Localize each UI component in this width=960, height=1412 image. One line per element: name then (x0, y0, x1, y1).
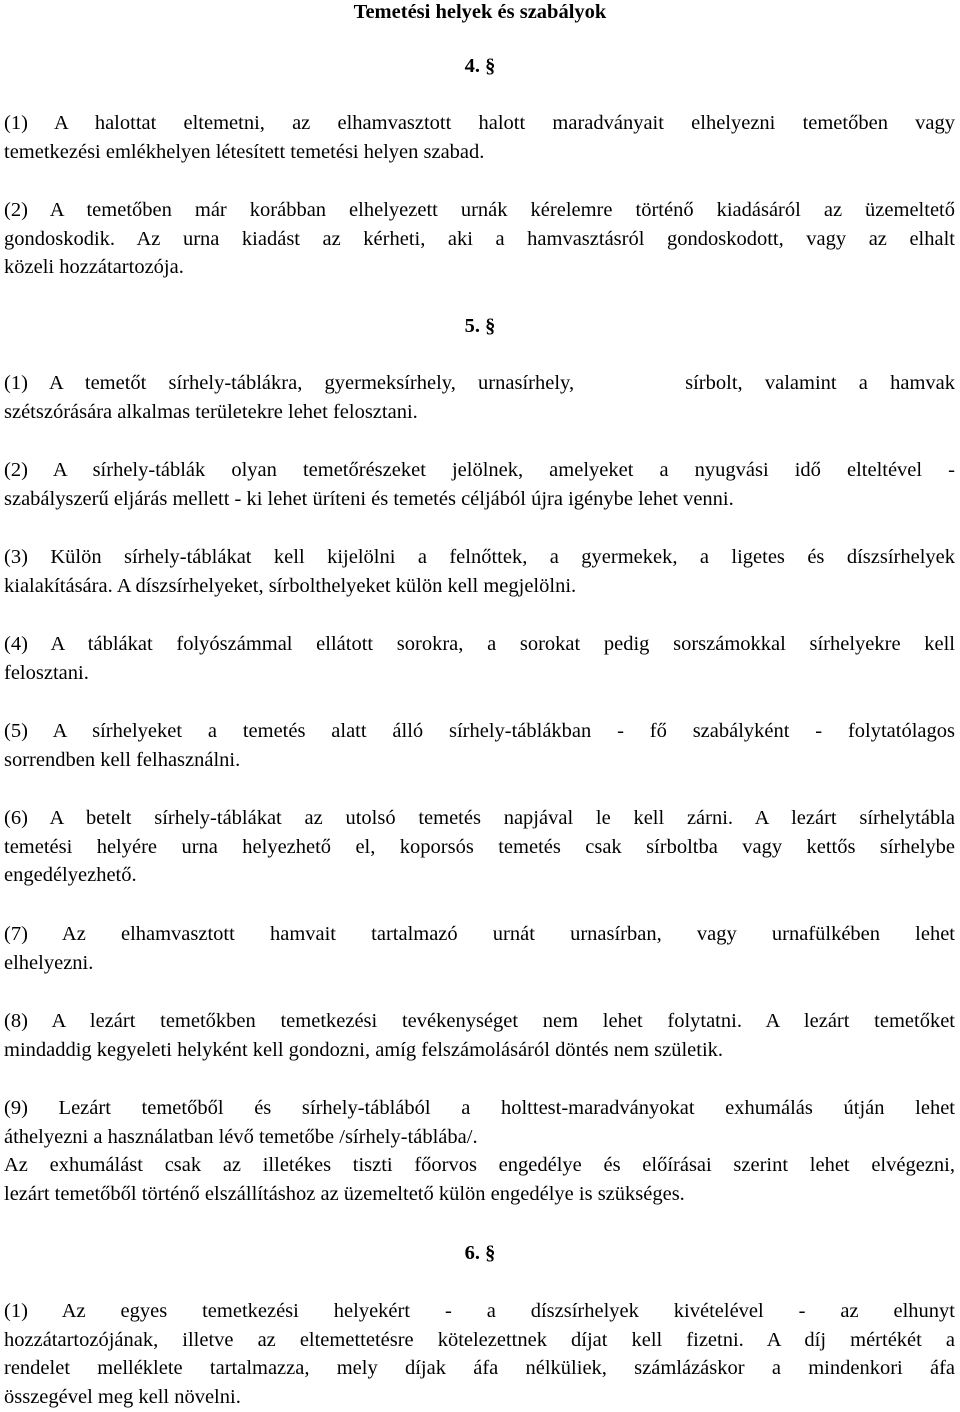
paragraph-line: elhelyezni. (4, 951, 94, 974)
paragraph-line: (2) A sírhely-táblák olyan temetőrészeket jelölnek, amelyeket a nyugvási idő elteltével - (4, 459, 955, 481)
paragraph-line: mindaddig kegyeleti helyként kell gondozni, amíg felszámolásáról döntés nem születik. (4, 1038, 724, 1061)
paragraph-5-5 (4, 717, 955, 774)
paragraph-line: (1) Az egyes temetkezési helyekért - a díszsírhelyek kivételével - az elhunyt (4, 1300, 955, 1322)
paragraph-line: sorrendben kell felhasználni. (4, 748, 241, 771)
paragraph-line: szabályszerű eljárás mellett - ki lehet üríteni és temetés céljából újra igénybe lehet venni. (4, 487, 734, 510)
section-heading-5: 5. § (464, 315, 496, 337)
paragraph-line: gondoskodik. Az urna kiadást az kérheti, aki a hamvasztásról gondoskodott, vagy az elhalt (4, 227, 955, 250)
paragraph-line: (1) A temetőt sírhely-táblákra, gyermeksírhely, urnasírhely, sírbolt, valamint a hamvak (4, 372, 955, 394)
paragraph-line: lezárt temetőből történő elszállításhoz az üzemeltető külön engedélye is szükséges. (4, 1183, 685, 1206)
section-heading-6: 6. § (464, 1242, 496, 1264)
paragraph-4-2 (4, 196, 955, 282)
paragraph-line: engedélyezhető. (4, 864, 137, 887)
paragraph-line: (8) A lezárt temetőkben temetkezési tevékenységet nem lehet folytatni. A lezárt temetőket (4, 1010, 955, 1032)
paragraph-line: (9) Lezárt temetőből és sírhely-táblából a holttest-maradványokat exhumálás útján lehet (4, 1097, 955, 1119)
paragraph-line: temetkezési emlékhelyen létesített temetési helyen szabad. (4, 140, 485, 163)
paragraph-5-9 (4, 1094, 955, 1209)
paragraph-line: szétszórására alkalmas területekre lehet felosztani. (4, 400, 418, 423)
paragraph-line: (3) Külön sírhely-táblákat kell kijelölni a felnőttek, a gyermekek, a ligetes és díszsírhelyek (4, 546, 955, 568)
paragraph-line: felosztani. (4, 661, 89, 684)
paragraph-line: (6) A betelt sírhely-táblákat az utolsó temetés napjával le kell zárni. A lezárt sírhelytábla (4, 807, 955, 829)
paragraph-4-1 (4, 109, 955, 166)
paragraph-line: hozzátartozójának, illetve az eltemettetésre kötelezettnek díjat kell fizetni. A díj mértékét a (4, 1328, 955, 1351)
paragraph-line: (7) Az elhamvasztott hamvait tartalmazó urnát urnasírban, vagy urnafülkében lehet (4, 923, 955, 945)
paragraph-5-7 (4, 920, 955, 977)
paragraph-5-3 (4, 543, 955, 600)
paragraph-line: kialakítására. A díszsírhelyeket, sírbolthelyeket külön kell megjelölni. (4, 574, 577, 597)
paragraph-line: (1) A halottat eltemetni, az elhamvasztott halott maradványait elhelyezni temetőben vagy (4, 112, 955, 134)
section-heading-4: 4. § (464, 55, 496, 77)
paragraph-5-8 (4, 1007, 955, 1064)
paragraph-5-1 (4, 369, 955, 426)
paragraph-6-1 (4, 1297, 955, 1412)
paragraph-line: rendelet melléklete tartalmazza, mely díjak áfa nélküliek, számlázáskor a mindenkori áfa (4, 1357, 955, 1380)
paragraph-5-2 (4, 456, 955, 513)
paragraph-line: összegével meg kell növelni. (4, 1386, 241, 1409)
paragraph-line: Az exhumálást csak az illetékes tiszti főorvos engedélye és előírásai szerint lehet elvégezni, (4, 1154, 955, 1177)
paragraph-line: áthelyezni a használatban lévő temetőbe /sírhely-táblába/. (4, 1125, 478, 1148)
paragraph-5-4 (4, 630, 955, 687)
paragraph-5-6 (4, 804, 955, 890)
document-title: Temetési helyek és szabályok (353, 1, 607, 23)
paragraph-line: (4) A táblákat folyószámmal ellátott sorokra, a sorokat pedig sorszámokkal sírhelyekre kell (4, 633, 955, 655)
paragraph-line: (5) A sírhelyeket a temetés alatt álló sírhely-táblákban - fő szabályként - folytatólagos (4, 720, 955, 742)
paragraph-line: közeli hozzátartozója. (4, 256, 184, 279)
paragraph-line: (2) A temetőben már korábban elhelyezett urnák kérelemre történő kiadásáról az üzemeltető (4, 199, 955, 221)
paragraph-line: temetési helyére urna helyezhető el, koporsós temetés csak sírboltba vagy kettős sírhelybe (4, 835, 955, 858)
